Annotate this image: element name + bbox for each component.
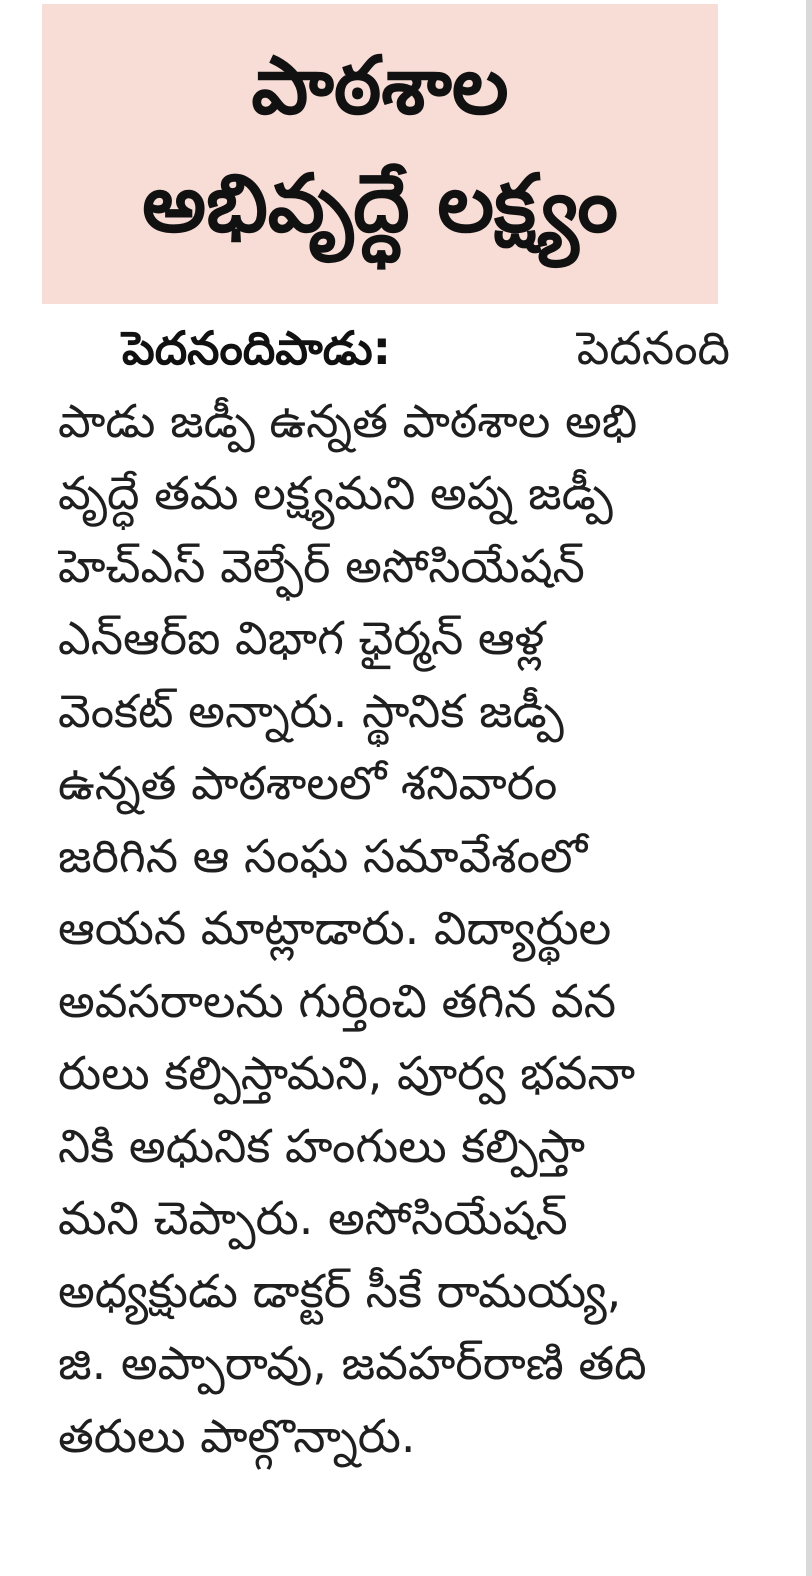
article-line: జరిగిన ఆ సంఘ సమావేశంలో xyxy=(58,828,588,883)
article-line: తరులు పాల్గొన్నారు. xyxy=(58,1408,416,1463)
headline-line-1: పాఠశాల xyxy=(251,39,509,132)
article-line: హెచ్ఎస్ వెల్ఫేర్ అసోసియేషన్ xyxy=(58,538,585,593)
article-first-line xyxy=(58,312,730,385)
dateline: పెదనందిపాడు: xyxy=(122,321,392,375)
headline-box xyxy=(42,4,718,304)
page-edge xyxy=(806,0,812,1576)
article-line: అవసరాలను గుర్తించి తగిన వన xyxy=(58,973,617,1028)
article-line: వెంకట్ అన్నారు. స్థానిక జడ్పీ xyxy=(58,683,564,738)
article-line: రులు కల్పిస్తామని, పూర్వ భవనా xyxy=(58,1046,636,1100)
article-line: పాడు జడ్పీ ఉన్నత పాఠశాల అభి xyxy=(58,393,638,448)
headline-line-2: అభివృద్ధే లక్ష్యం xyxy=(142,157,618,250)
article-line: ఆయన మాట్లాడారు. విద్యార్థుల xyxy=(58,901,612,955)
article-line: జి. అప్పారావు, జవహర్‌రాణి తది xyxy=(58,1336,647,1390)
article-body xyxy=(58,312,730,1472)
article-line: మని చెప్పారు. అసోసియేషన్ xyxy=(58,1191,568,1245)
article-line: అధ్యక్షుడు డాక్టర్ సీకే రామయ్య, xyxy=(58,1263,622,1318)
article-line: నికి అధునిక హంగులు కల్పిస్తా xyxy=(58,1118,586,1173)
article-line: ఉన్నత పాఠశాలలో శనివారం xyxy=(58,756,558,810)
article-line: ఎన్ఆర్ఐ విభాగ ఛైర్మన్ ఆళ్ల xyxy=(58,611,545,665)
article-line: వృద్ధే తమ లక్ష్యమని అప్న జడ్పీ xyxy=(58,466,613,520)
first-line-text: పెదనంది xyxy=(576,321,730,375)
